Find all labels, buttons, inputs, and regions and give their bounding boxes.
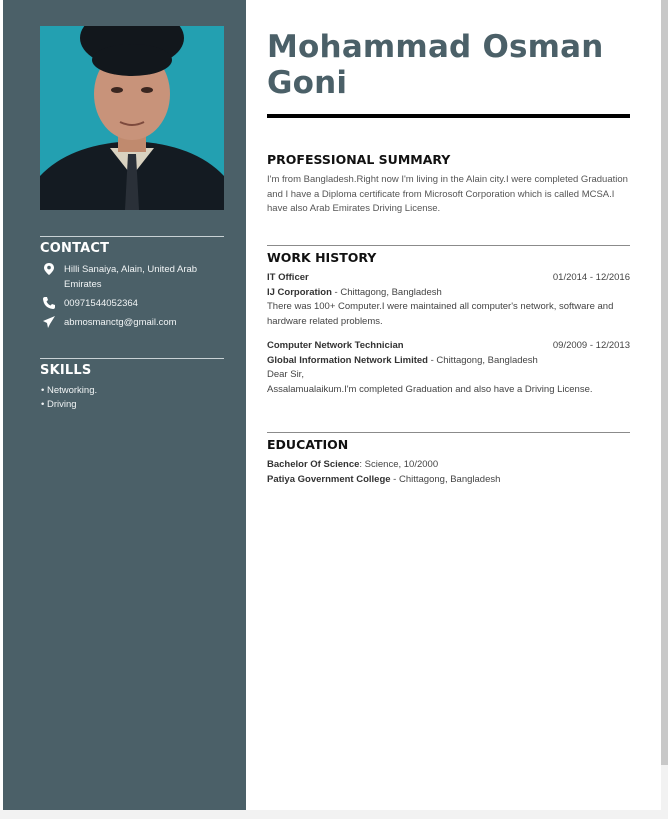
job-location: - Chittagong, Bangladesh xyxy=(427,354,538,366)
skills-divider xyxy=(40,358,224,359)
education-divider xyxy=(267,432,630,433)
send-icon xyxy=(40,315,58,328)
degree: Bachelor Of Science xyxy=(267,459,360,470)
work-divider xyxy=(267,245,630,246)
job-dates: 09/2009 - 12/2013 xyxy=(552,340,630,351)
skill-item: • Networking. xyxy=(40,384,224,398)
job-dates: 01/2014 - 12/2016 xyxy=(552,272,630,283)
location-pin-icon xyxy=(40,262,58,275)
contact-phone: 00971544052364 xyxy=(64,298,138,309)
job-title: Computer Network Technician xyxy=(267,340,404,351)
contact-email: abmosmanctg@gmail.com xyxy=(64,317,177,328)
job-company: IJ Corporation xyxy=(267,286,332,298)
work-history-title: WORK HISTORY xyxy=(267,250,377,265)
education-section xyxy=(267,432,630,487)
sidebar xyxy=(3,0,246,810)
skill-item: • Driving xyxy=(40,398,224,412)
contact-email-row xyxy=(40,315,224,330)
degree-detail: : Science, 10/2000 xyxy=(359,459,439,470)
contact-divider xyxy=(40,236,224,237)
job-description: Assalamualaikum.I'm completed Graduation and also have a Driving License. xyxy=(267,383,593,395)
job-location: - Chittagong, Bangladesh xyxy=(331,286,442,298)
job-company: Global Information Network Limited xyxy=(267,354,428,366)
vertical-scrollbar[interactable] xyxy=(661,0,668,765)
summary-text: I'm from Bangladesh.Right now I'm living in the Alain city.I were completed Graduation and I have a Diploma certificate from Microsoft Corporation which is called MCSA.I have also Arab Emirates Driving License. xyxy=(267,174,628,214)
school: Patiya Government College xyxy=(267,473,391,485)
job-description: Dear Sir, xyxy=(267,369,304,380)
education-title: EDUCATION xyxy=(267,437,349,452)
phone-icon xyxy=(40,296,58,309)
summary-title: PROFESSIONAL SUMMARY xyxy=(267,152,451,167)
job-entry xyxy=(267,271,630,329)
contact-title: CONTACT xyxy=(40,241,110,256)
job-title: IT Officer xyxy=(267,272,309,283)
job-description: There was 100+ Computer.I were maintained all computer's network, software and hardware related problems. xyxy=(267,301,614,327)
contact-address: Hilli Sanaiya, Alain, United Arab Emirates xyxy=(64,264,198,290)
skills-title: SKILLS xyxy=(40,363,92,378)
contact-phone-row xyxy=(40,296,224,311)
work-history-section xyxy=(267,245,630,407)
candidate-name: Mohammad Osman Goni xyxy=(267,29,604,101)
profile-photo xyxy=(40,26,224,210)
name-divider xyxy=(267,114,630,118)
contact-address-row xyxy=(40,262,224,292)
skills-section xyxy=(40,358,224,412)
school-location: - Chittagong, Bangladesh xyxy=(390,473,501,485)
summary-section xyxy=(267,152,630,217)
contact-section xyxy=(40,236,224,334)
job-entry xyxy=(267,339,630,397)
